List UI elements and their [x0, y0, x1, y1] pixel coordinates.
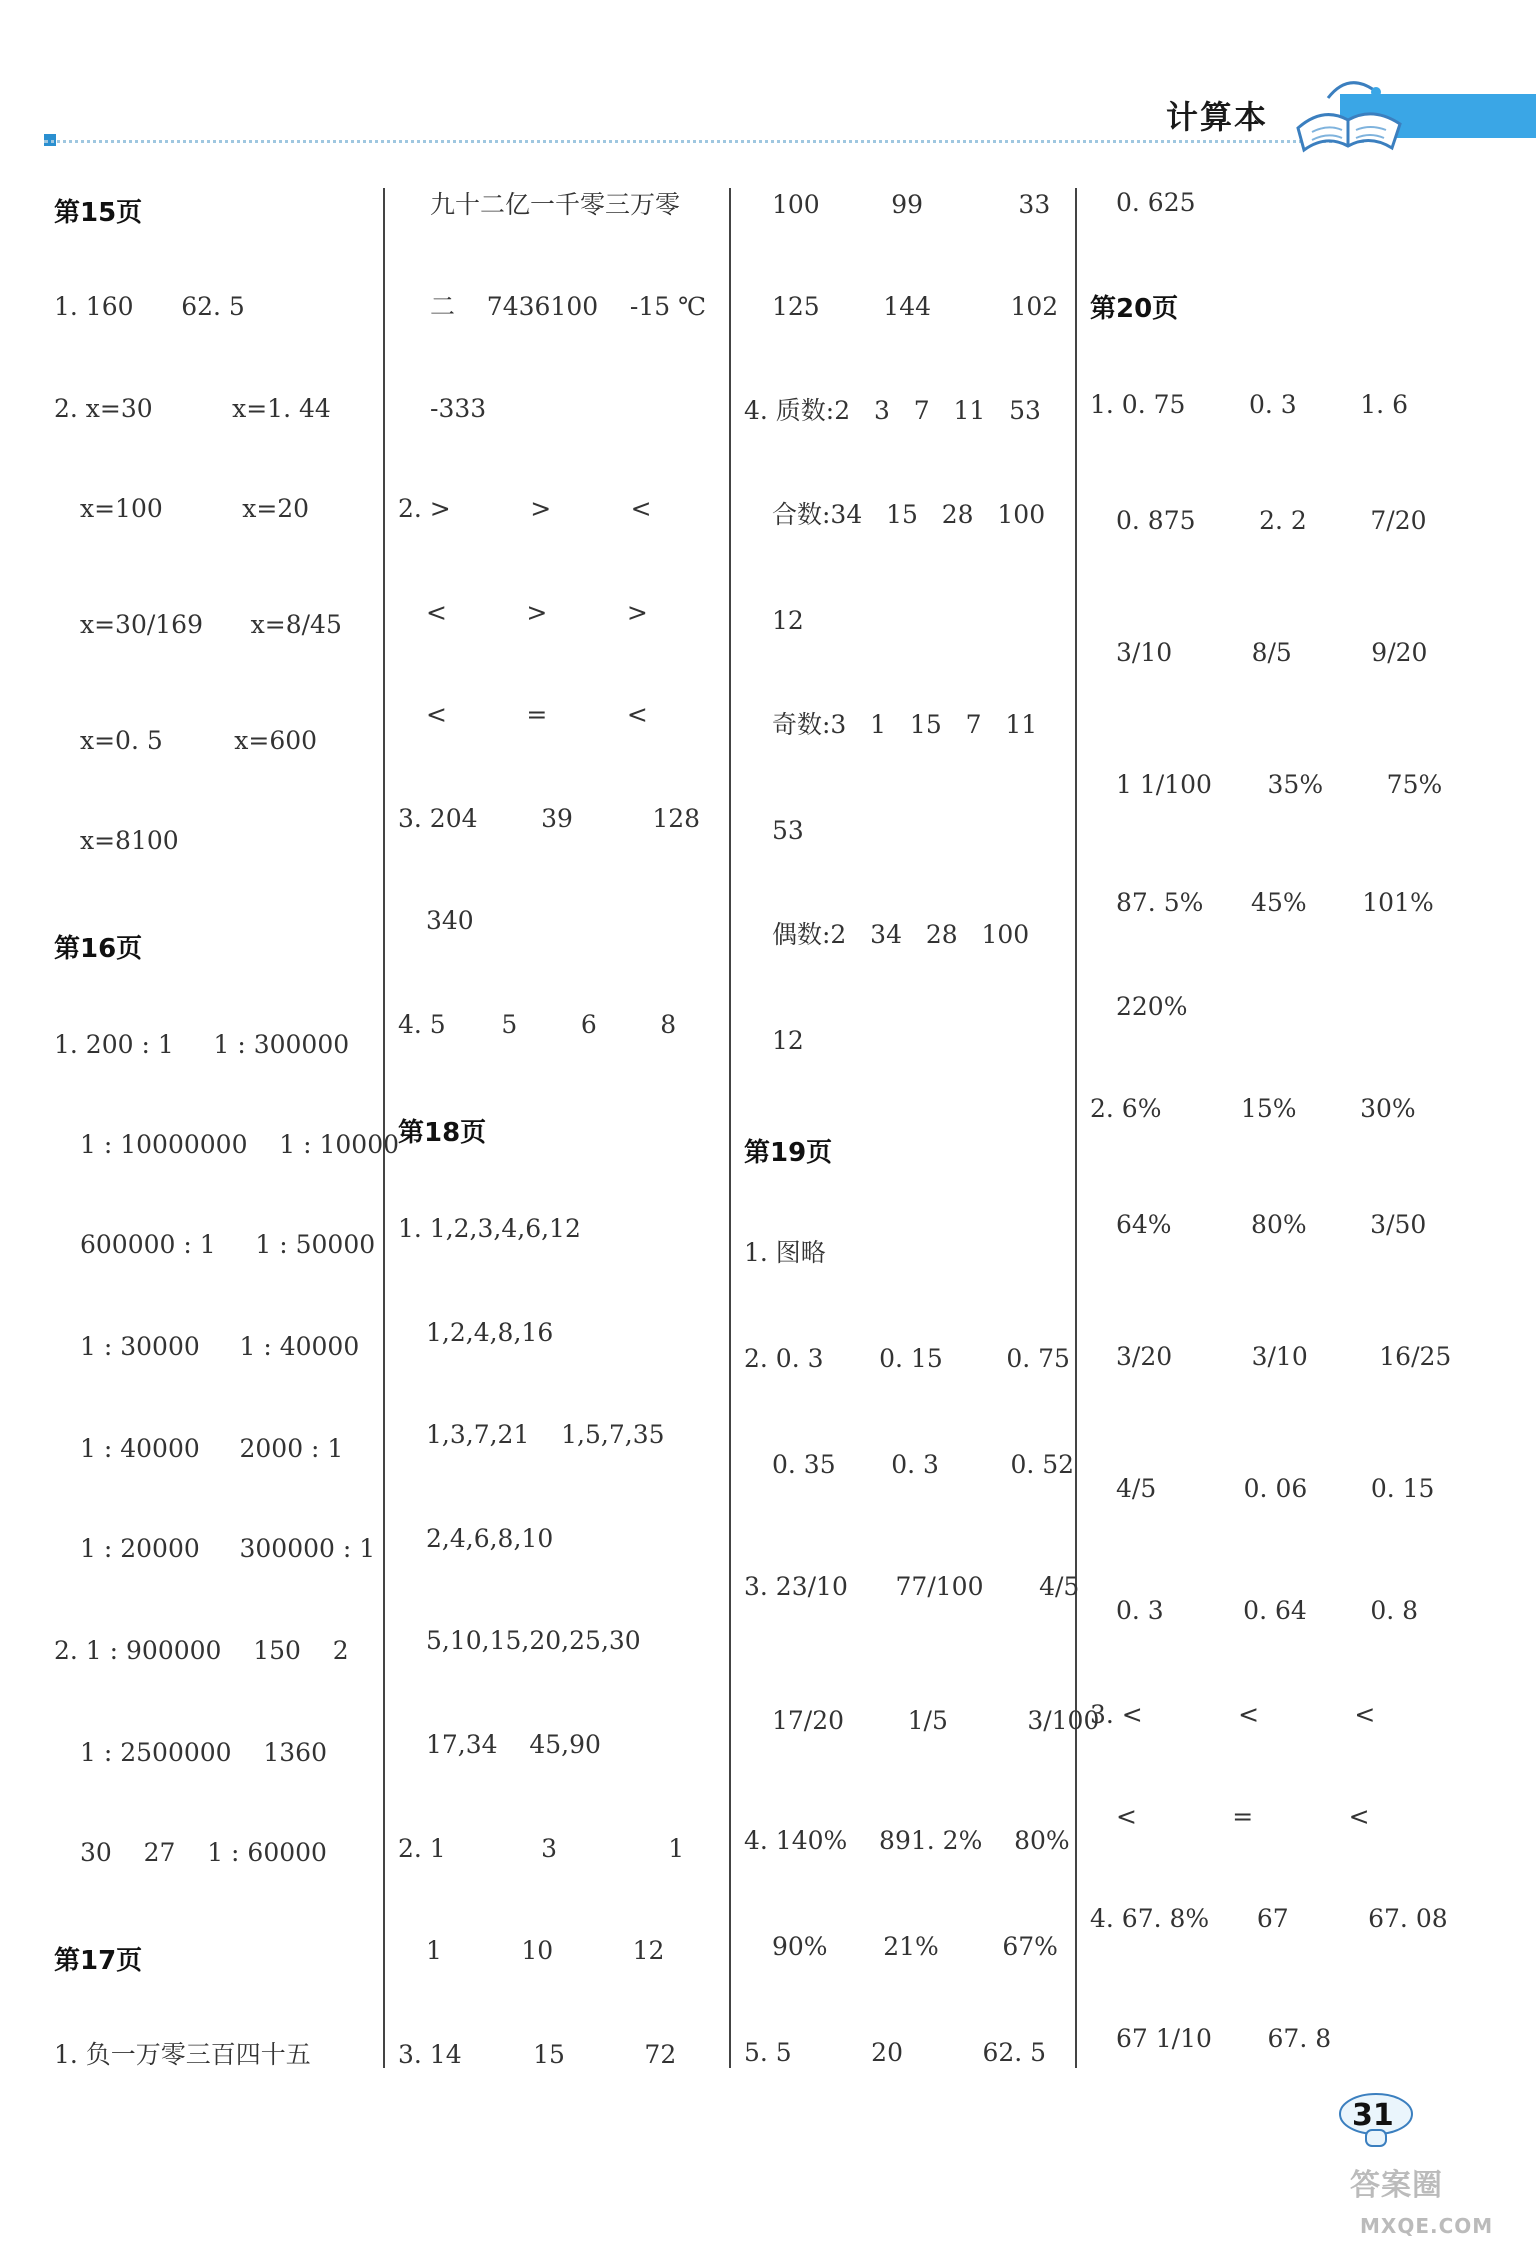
- answer-line: x=0. 5 x=600: [80, 726, 318, 755]
- answer-line: 3/10 8/5 9/20: [1116, 638, 1428, 667]
- answer-line: 九十二亿一千零三万零: [430, 190, 681, 219]
- answer-line: 1 10 12: [426, 1936, 665, 1965]
- answer-line: < = <: [1116, 1802, 1370, 1831]
- open-book-icon: [1288, 68, 1408, 158]
- answer-line: 600000 : 1 1 : 50000: [80, 1230, 376, 1259]
- answer-line: 1 : 2500000 1360: [80, 1738, 327, 1767]
- answer-line: 2. 6% 15% 30%: [1090, 1094, 1416, 1123]
- answer-line: x=30/169 x=8/45: [80, 610, 342, 639]
- answer-line: 2. > > <: [398, 494, 652, 523]
- answer-line: 1. 200 : 1 1 : 300000: [54, 1030, 350, 1059]
- answer-line: 1. 负一万零三百四十五: [54, 2040, 311, 2069]
- answer-line: 125 144 102: [772, 292, 1059, 321]
- answer-line: 3. 204 39 128: [398, 804, 701, 833]
- column-divider: [383, 188, 385, 2068]
- answer-line: x=100 x=20: [80, 494, 310, 523]
- answer-line: 1. 160 62. 5: [54, 292, 245, 321]
- answer-line: 12: [772, 1026, 804, 1055]
- answer-line: 3. 14 15 72: [398, 2040, 677, 2069]
- answer-line: 1,3,7,21 1,5,7,35: [426, 1420, 665, 1449]
- answer-line: 0. 35 0. 3 0. 52: [772, 1450, 1075, 1479]
- answer-line: 合数:34 15 28 100: [772, 500, 1046, 529]
- answer-line: 0. 875 2. 2 7/20: [1116, 506, 1427, 535]
- answer-line: 90% 21% 67%: [772, 1932, 1058, 1961]
- section-title: 第17页: [54, 1946, 143, 1976]
- section-title: 第18页: [398, 1118, 487, 1148]
- answer-line: 67 1/10 67. 8: [1116, 2024, 1332, 2053]
- answer-line: 100 99 33: [772, 190, 1051, 219]
- answer-line: 1 : 10000000 1 : 10000: [80, 1130, 400, 1159]
- answer-line: 2,4,6,8,10: [426, 1524, 554, 1553]
- answer-line: 1 : 30000 1 : 40000: [80, 1332, 360, 1361]
- answer-line: 87. 5% 45% 101%: [1116, 888, 1434, 917]
- answer-line: 64% 80% 3/50: [1116, 1210, 1427, 1239]
- watermark-url: MXQE.COM: [1360, 2214, 1494, 2238]
- answer-line: x=8100: [80, 826, 179, 855]
- answer-line: 1 : 20000 300000 : 1: [80, 1534, 376, 1563]
- answer-line: 3/20 3/10 16/25: [1116, 1342, 1452, 1371]
- answer-line: -333: [430, 394, 487, 423]
- answer-line: 12: [772, 606, 804, 635]
- header-divider: [44, 140, 1364, 143]
- column-divider: [1075, 188, 1077, 2068]
- answer-line: 二 7436100 -15 ℃: [430, 292, 707, 321]
- answer-line: 4. 5 5 6 8: [398, 1010, 677, 1039]
- answer-line: 2. 0. 3 0. 15 0. 75: [744, 1344, 1070, 1373]
- answer-line: 5. 5 20 62. 5: [744, 2038, 1047, 2067]
- answer-line: 30 27 1 : 60000: [80, 1838, 327, 1867]
- answer-line: 4. 67. 8% 67 67. 08: [1090, 1904, 1448, 1933]
- watermark: 答案圈: [1350, 2168, 1443, 2203]
- answer-line: 220%: [1116, 992, 1188, 1021]
- answer-line: 4/5 0. 06 0. 15: [1116, 1474, 1435, 1503]
- header-title: 计算本: [1166, 98, 1269, 136]
- answer-line: 3. 23/10 77/100 4/5: [744, 1572, 1080, 1601]
- section-title: 第19页: [744, 1138, 833, 1168]
- answer-line: 17,34 45,90: [426, 1730, 601, 1759]
- answer-line: < > >: [426, 598, 648, 627]
- answer-line: 2. 1 : 900000 150 2: [54, 1636, 349, 1665]
- answer-line: 1. 0. 75 0. 3 1. 6: [1090, 390, 1408, 419]
- answer-line: 4. 140% 891. 2% 80%: [744, 1826, 1070, 1855]
- section-title: 第16页: [54, 934, 143, 964]
- answer-line: 340: [426, 906, 474, 935]
- section-title: 第20页: [1090, 294, 1179, 324]
- answer-line: < = <: [426, 700, 648, 729]
- answer-line: 17/20 1/5 3/100: [772, 1706, 1100, 1735]
- answer-line: 3. < < <: [1090, 1700, 1376, 1729]
- answer-line: 0. 625: [1116, 188, 1196, 217]
- answer-line: 奇数:3 1 15 7 11: [772, 710, 1038, 739]
- answer-line: 4. 质数:2 3 7 11 53: [744, 396, 1041, 425]
- column-divider: [729, 188, 731, 2068]
- answer-line: 53: [772, 816, 804, 845]
- page-number: 31: [1352, 2098, 1394, 2133]
- answer-line: 2. x=30 x=1. 44: [54, 394, 331, 423]
- answer-line: 5,10,15,20,25,30: [426, 1626, 641, 1655]
- answer-line: 1 : 40000 2000 : 1: [80, 1434, 344, 1463]
- answer-line: 1,2,4,8,16: [426, 1318, 554, 1347]
- answer-line: 1 1/100 35% 75%: [1116, 770, 1443, 799]
- answer-line: 2. 1 3 1: [398, 1834, 685, 1863]
- answer-line: 0. 3 0. 64 0. 8: [1116, 1596, 1419, 1625]
- answer-line: 偶数:2 34 28 100: [772, 920, 1030, 949]
- section-title: 第15页: [54, 198, 143, 228]
- answer-line: 1. 1,2,3,4,6,12: [398, 1214, 581, 1243]
- answer-line: 1. 图略: [744, 1238, 826, 1267]
